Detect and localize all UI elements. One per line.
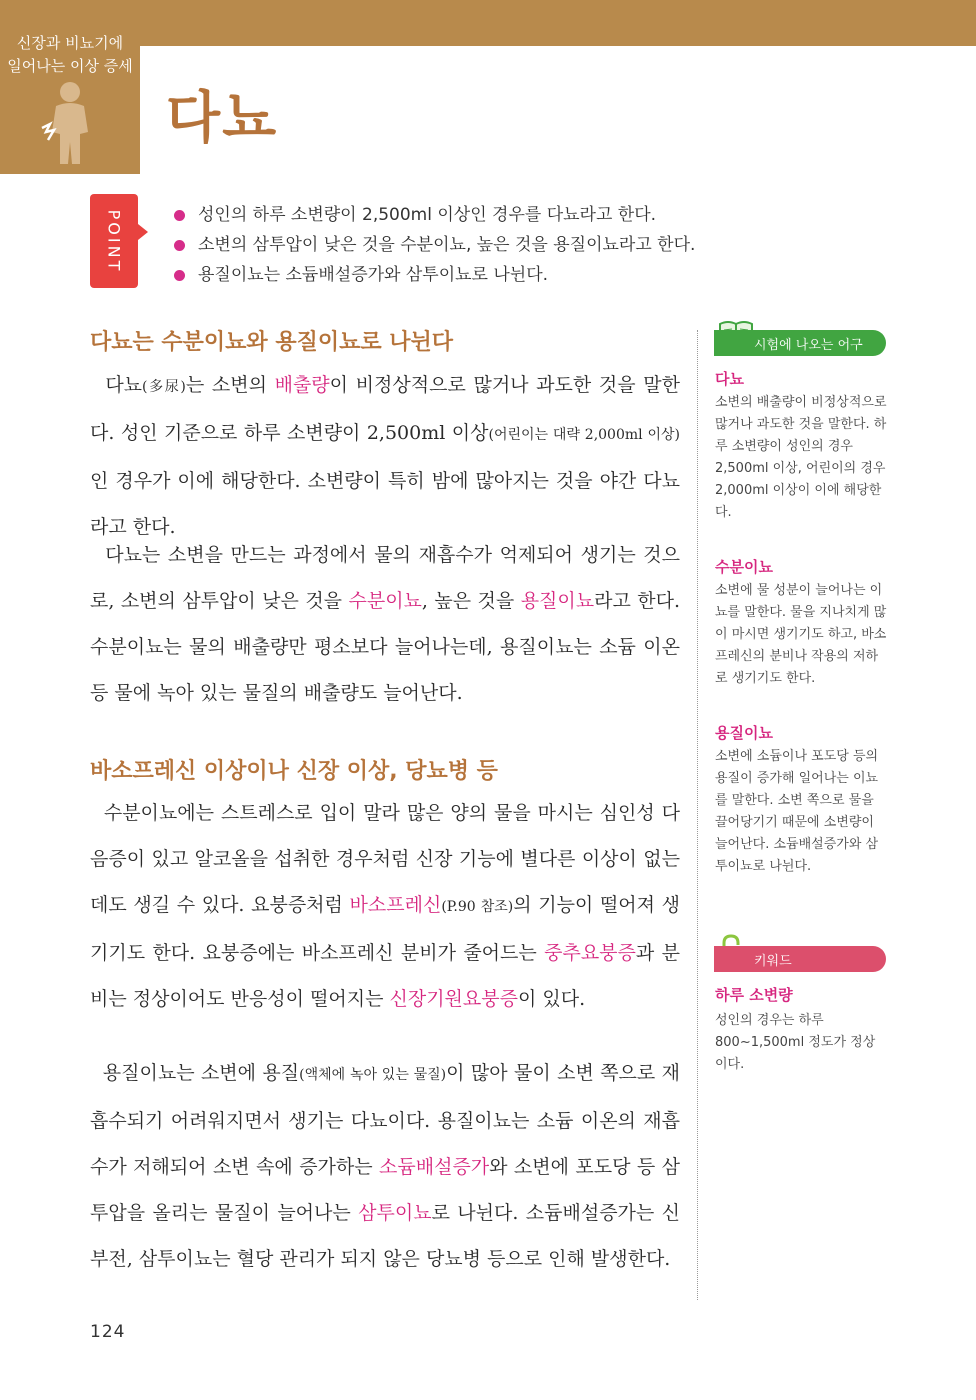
keyword-desc: 성인의 경우는 하루 800~1,500ml 정도가 정상이다. xyxy=(715,1013,876,1072)
section-line-2: 일어나는 이상 증세 xyxy=(7,57,133,75)
highlight-term: 신장기원요붕증 xyxy=(389,988,518,1010)
sidebar-term: 수분이뇨 xyxy=(715,558,773,576)
body-paragraph: 다뇨(多尿)는 소변의 배출량이 비정상적으로 많거나 과도한 것을 말한다. 성인 기준으로 하루 소변량이 2,500ml 이상(어린이는 대략 2,000ml 이상)인 경우가 이에 해당한다. 소변량이 특히 밤에 많아지는 것을 야간 다뇨라고 한다. xyxy=(90,374,680,538)
column-divider xyxy=(697,330,698,1300)
section-tab-label xyxy=(0,32,140,78)
body-paragraph: 수분이뇨에는 스트레스로 입이 말라 많은 양의 물을 마시는 심인성 다음증이 있고 알코올을 섭취한 경우처럼 신장 기능에 별다른 이상이 없는데도 생길 수 있다. 요붕증처럼 바소프레신(P.90 참조)의 기능이 떨어져 생기기도 한다. 요붕증에는 바소프레신 분비가 줄어드는 중추요붕증과 분비는 정상이어도 반응성이 떨어지는 신장기원요붕증이 있다. xyxy=(90,802,680,1010)
sidebar-desc: 소변의 배출량이 비정상적으로 많거나 과도한 것을 말한다. 하루 소변량이 성인의 경우 2,500ml 이상, 어린이의 경우 2,000ml 이상이 이에 해당한다. xyxy=(715,395,887,520)
sidebar-desc: 소변에 물 성분이 늘어나는 이뇨를 말한다. 물을 지나치게 많이 마시면 생기기도 하고, 바소프레신의 분비나 작용의 저하로 생기기도 한다. xyxy=(715,583,887,686)
exam-terms-label: 시험에 나오는 어구 xyxy=(754,338,863,353)
highlight-term: 수분이뇨 xyxy=(348,590,422,612)
highlight-term: 바소프레신 xyxy=(349,894,442,916)
point-item xyxy=(172,200,772,230)
point-list xyxy=(172,200,772,290)
person-backache-icon xyxy=(40,80,102,164)
point-item xyxy=(172,260,772,290)
bullet-icon xyxy=(174,210,185,221)
body-paragraph: 용질이뇨는 소변에 용질(액체에 녹아 있는 물질)이 많아 물이 소변 쪽으로 재흡수되기 어려워지면서 생기는 다뇨이다. 용질이뇨는 소듐 이온의 재흡수가 저해되어 소변 속에 증가하는 소듐배설증가와 소변에 포도당 등 삼투압을 올리는 물질이 늘어나는 삼투이뇨로 나뉜다. 소듐배설증가는 신부전, 삼투이뇨는 혈당 관리가 되지 않은 당뇨병 등으로 인해 발생한다. xyxy=(90,1062,680,1270)
keyword-header xyxy=(714,946,886,972)
point-text: 성인의 하루 소변량이 2,500ml 이상인 경우를 다뇨라고 한다. xyxy=(198,205,657,225)
point-label: POINT xyxy=(104,209,124,273)
highlight-term: 소듐배설증가 xyxy=(379,1156,490,1178)
page-title: 다뇨 xyxy=(166,86,279,151)
point-text: 용질이뇨는 소듐배설증가와 삼투이뇨로 나뉜다. xyxy=(198,265,549,285)
section-tab xyxy=(0,0,140,174)
section-line-1: 신장과 비뇨기에 xyxy=(16,34,124,52)
point-text: 소변의 삼투압이 낮은 것을 수분이뇨, 높은 것을 용질이뇨라고 한다. xyxy=(198,235,696,255)
page-number: 124 xyxy=(90,1322,126,1342)
sidebar-desc: 소변에 소듐이나 포도당 등의 용질이 증가해 일어나는 이뇨를 말한다. 소변 쪽으로 물을 끌어당기기 때문에 소변량이 늘어난다. 소듐배설증가와 삼투이뇨로 나뉜다. xyxy=(715,749,879,874)
sidebar-term: 다뇨 xyxy=(715,370,744,388)
section-heading: 다뇨는 수분이뇨와 용질이뇨로 나뉜다 xyxy=(90,330,454,355)
point-tag xyxy=(90,194,138,288)
keyword-label: 키워드 xyxy=(754,954,792,969)
keyword-term: 하루 소변량 xyxy=(715,986,793,1004)
header-bar xyxy=(140,0,976,46)
highlight-term: 중추요붕증 xyxy=(544,942,636,964)
exam-terms-header xyxy=(714,330,886,356)
sidebar-term: 용질이뇨 xyxy=(715,724,773,742)
section-heading: 바소프레신 이상이나 신장 이상, 당뇨병 등 xyxy=(90,759,498,784)
bullet-icon xyxy=(174,270,185,281)
bullet-icon xyxy=(174,240,185,251)
highlight-term: 배출량 xyxy=(274,374,330,396)
highlight-term: 용질이뇨 xyxy=(520,590,595,612)
highlight-term: 삼투이뇨 xyxy=(358,1202,432,1224)
body-paragraph: 다뇨는 소변을 만드는 과정에서 물의 재흡수가 억제되어 생기는 것으로, 소변의 삼투압이 낮은 것을 수분이뇨, 높은 것을 용질이뇨라고 한다. 수분이뇨는 물의 배출량만 평소보다 늘어나는데, 용질이뇨는 소듐 이온 등 물에 녹아 있는 물질의 배출량도 늘어난다. xyxy=(90,544,681,704)
point-item xyxy=(172,230,772,260)
